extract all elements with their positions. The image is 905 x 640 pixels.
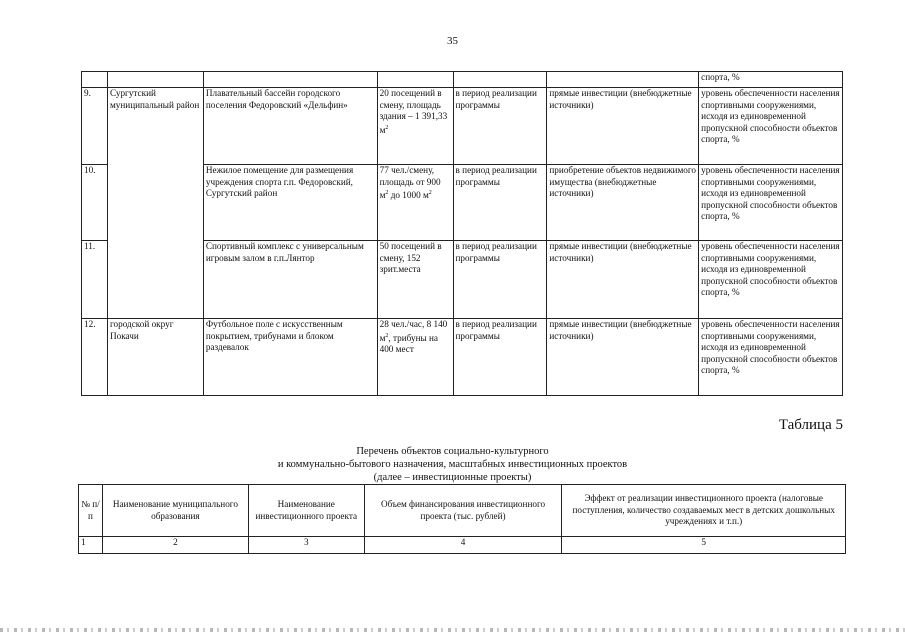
column-number: 1 (79, 537, 103, 554)
source-cell: прямые инвестиции (внебюджетные источники) (547, 319, 699, 396)
indicator-cell: уровень обеспеченности населения спортивными сооружениями, исходя из единовременной пропускной способности объектов спорта, % (699, 319, 843, 396)
carry-over-cell: спорта, % (699, 72, 843, 88)
object-cell: Футбольное поле с искусственным покрытием, трибунами и блоком раздевалок (203, 319, 377, 396)
investment-projects-table (78, 484, 846, 554)
row-number: 10. (82, 165, 108, 241)
header-row (79, 485, 846, 537)
period-cell: в период реализации программы (453, 241, 547, 319)
capacity-cell: 77 чел./смену, площадь от 900 $м^2$ до 1000 $м^2$ (377, 165, 453, 241)
objects-table (81, 71, 843, 396)
period-cell: в период реализации программы (453, 165, 547, 241)
period-cell: в период реализации программы (453, 88, 547, 165)
column-number: 5 (562, 537, 846, 554)
table-row (82, 319, 843, 396)
indicator-cell: уровень обеспеченности населения спортивными сооружениями, исходя из единовременной пропускной способности объектов спорта, % (699, 165, 843, 241)
column-number-row (79, 537, 846, 554)
column-number: 3 (248, 537, 364, 554)
object-cell: Плавательный бассейн городского поселения Федоровский «Дельфин» (203, 88, 377, 165)
table-caption: Таблица 5 (778, 417, 843, 433)
page-number: 35 (447, 35, 458, 47)
header-municipality: Наименование муниципального образования (102, 485, 248, 537)
object-cell: Спортивный комплекс с универсальным игровым залом в г.п.Лянтор (203, 241, 377, 319)
indicator-cell: уровень обеспеченности населения спортивными сооружениями, исходя из единовременной пропускной способности объектов спорта, % (699, 88, 843, 165)
indicator-cell: уровень обеспеченности населения спортивными сооружениями, исходя из единовременной пропускной способности объектов спорта, % (699, 241, 843, 319)
header-funding: Объем финансирования инвестиционного проекта (тыс. рублей) (364, 485, 562, 537)
header-project: Наименование инвестиционного проекта (248, 485, 364, 537)
row-number: 12. (82, 319, 108, 396)
municipality-cell: Сургутский муниципальный район (107, 88, 203, 319)
table-row (82, 88, 843, 165)
capacity-cell: 20 посещений в смену, площадь здания – 1 391,33 $м^2$ (377, 88, 453, 165)
period-cell: в период реализации программы (453, 319, 547, 396)
table-title-line-1: Перечень объектов социально-культурного (356, 446, 549, 457)
municipality-cell: городской округ Покачи (107, 319, 203, 396)
header-number: № п/п (79, 485, 103, 537)
table-title-line-2: и коммунально-бытового назначения, масштабных инвестиционных проектов (277, 459, 628, 470)
row-number: 11. (82, 241, 108, 319)
object-cell: Нежилое помещение для размещения учреждения спорта г.п. Федоровский, Сургутский район (203, 165, 377, 241)
source-cell: прямые инвестиции (внебюджетные источники) (547, 88, 699, 165)
column-number: 4 (364, 537, 562, 554)
capacity-cell: 28 чел./час, 8 140 $м^2$, трибуны на 400 мест (377, 319, 453, 396)
capacity-cell: 50 посещений в смену, 152 зрит.места (377, 241, 453, 319)
scan-artifact-line (0, 628, 905, 632)
source-cell: прямые инвестиции (внебюджетные источники) (547, 241, 699, 319)
table-title-line-3: (далее – инвестиционные проекты) (373, 472, 532, 483)
source-cell: приобретение объектов недвижимого имущества (внебюджетные источники) (547, 165, 699, 241)
row-number: 9. (82, 88, 108, 165)
column-number: 2 (102, 537, 248, 554)
table-row (82, 72, 843, 88)
header-effect: Эффект от реализации инвестиционного проекта (налоговые поступления, количество создаваемых мест в детских дошкольных учреждениях и т.п.) (562, 485, 846, 537)
